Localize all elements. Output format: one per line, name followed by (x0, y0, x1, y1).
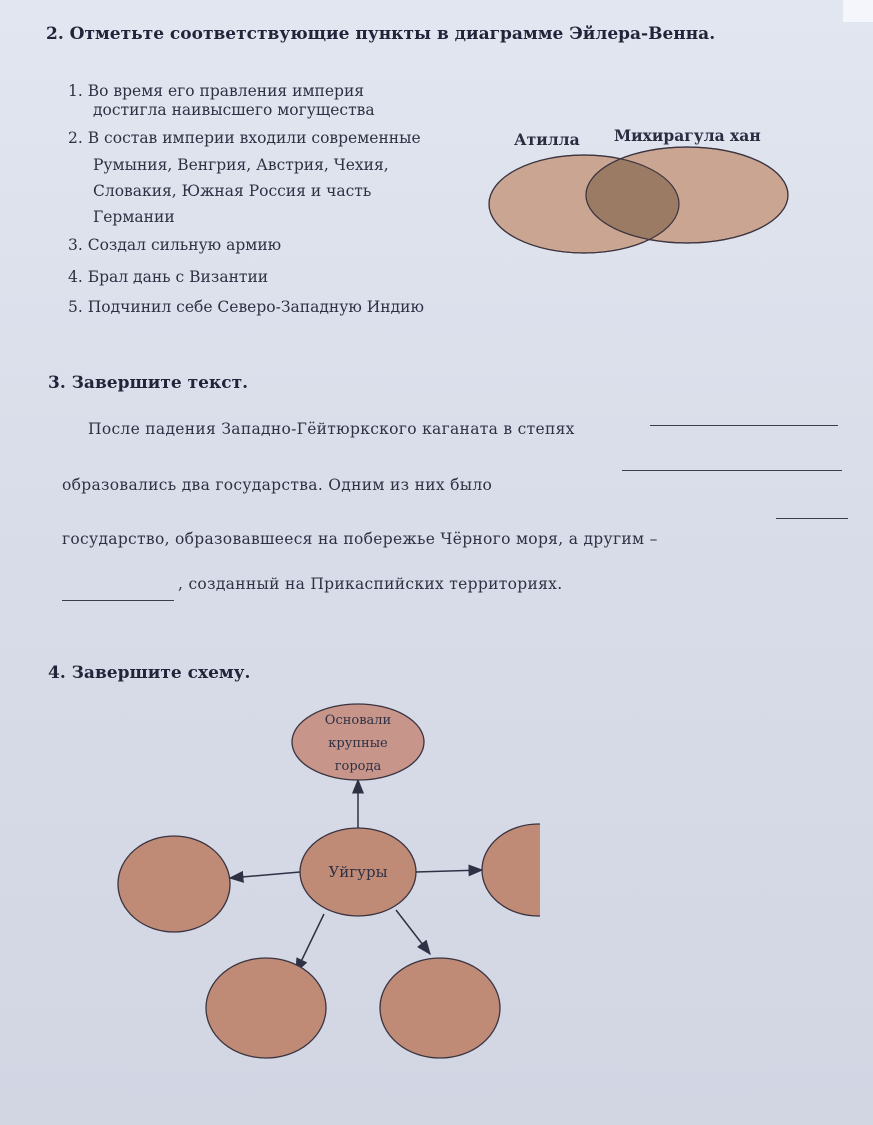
node-center-label: Уйгуры (328, 863, 388, 881)
scheme-diagram (100, 690, 540, 1090)
task2-item-2-line3: Словакия, Южная Россия и часть (93, 182, 372, 200)
task3-line3: государство, образовавшееся на побережье Чёрного моря, а другим – (62, 530, 658, 548)
arrow-down-right (396, 910, 430, 954)
node-right-empty[interactable] (482, 824, 540, 916)
item-number: 2. (68, 129, 83, 147)
venn-diagram (480, 140, 800, 260)
node-bottom-right-empty[interactable] (380, 958, 500, 1058)
venn-right-label: Михирагула хан (614, 126, 761, 145)
node-top-line3: города (334, 759, 382, 774)
task2-item-3 (68, 232, 281, 258)
task2-item-5 (68, 294, 424, 320)
blank-field-2[interactable] (622, 470, 842, 471)
task3-heading: 3. Завершите текст. (48, 373, 249, 393)
task2-heading: 2. Отметьте соответствующие пункты в диаграмме Эйлера-Венна. (46, 24, 716, 44)
node-top-line2: крупные (328, 736, 388, 751)
item-number: 5. (68, 298, 83, 316)
blank-field-3[interactable] (776, 518, 848, 519)
item-number: 4. (68, 268, 83, 286)
venn-left-label: Атилла (514, 130, 580, 149)
task2-item-2 (68, 125, 421, 151)
blank-field-1[interactable] (650, 425, 838, 426)
arrow-down-left (296, 914, 324, 972)
item-text: В состав империи входили современные (87, 129, 421, 147)
node-top-line1: Основали (324, 713, 392, 728)
task2-item-2-line4: Германии (93, 208, 175, 226)
item-number: 3. (68, 236, 83, 254)
task3-line4: , созданный на Прикаспийских территориях. (178, 575, 563, 593)
item-text: Во время его правления империя (87, 82, 365, 100)
item-text: Создал сильную армию (87, 236, 282, 254)
node-bottom-left-empty[interactable] (206, 958, 326, 1058)
task2-item-2-line2: Румыния, Венгрия, Австрия, Чехия, (93, 156, 389, 174)
blank-field-4[interactable] (62, 600, 174, 601)
task3-line1: После падения Западно-Гёйтюркского каганата в степях (88, 420, 575, 438)
task2-item-1-cont: достигла наивысшего могущества (93, 101, 375, 119)
item-text: Подчинил себе Северо-Западную Индию (87, 298, 424, 316)
page-corner (843, 0, 873, 22)
item-text: Брал дань с Византии (87, 268, 269, 286)
node-left-empty[interactable] (118, 836, 230, 932)
arrow-right (416, 870, 482, 872)
item-number: 1. (68, 82, 83, 100)
task3-line2: образовались два государства. Одним из них было (62, 476, 493, 494)
task4-heading: 4. Завершите схему. (48, 663, 251, 683)
task2-item-4 (68, 264, 268, 290)
arrow-left (230, 872, 300, 878)
